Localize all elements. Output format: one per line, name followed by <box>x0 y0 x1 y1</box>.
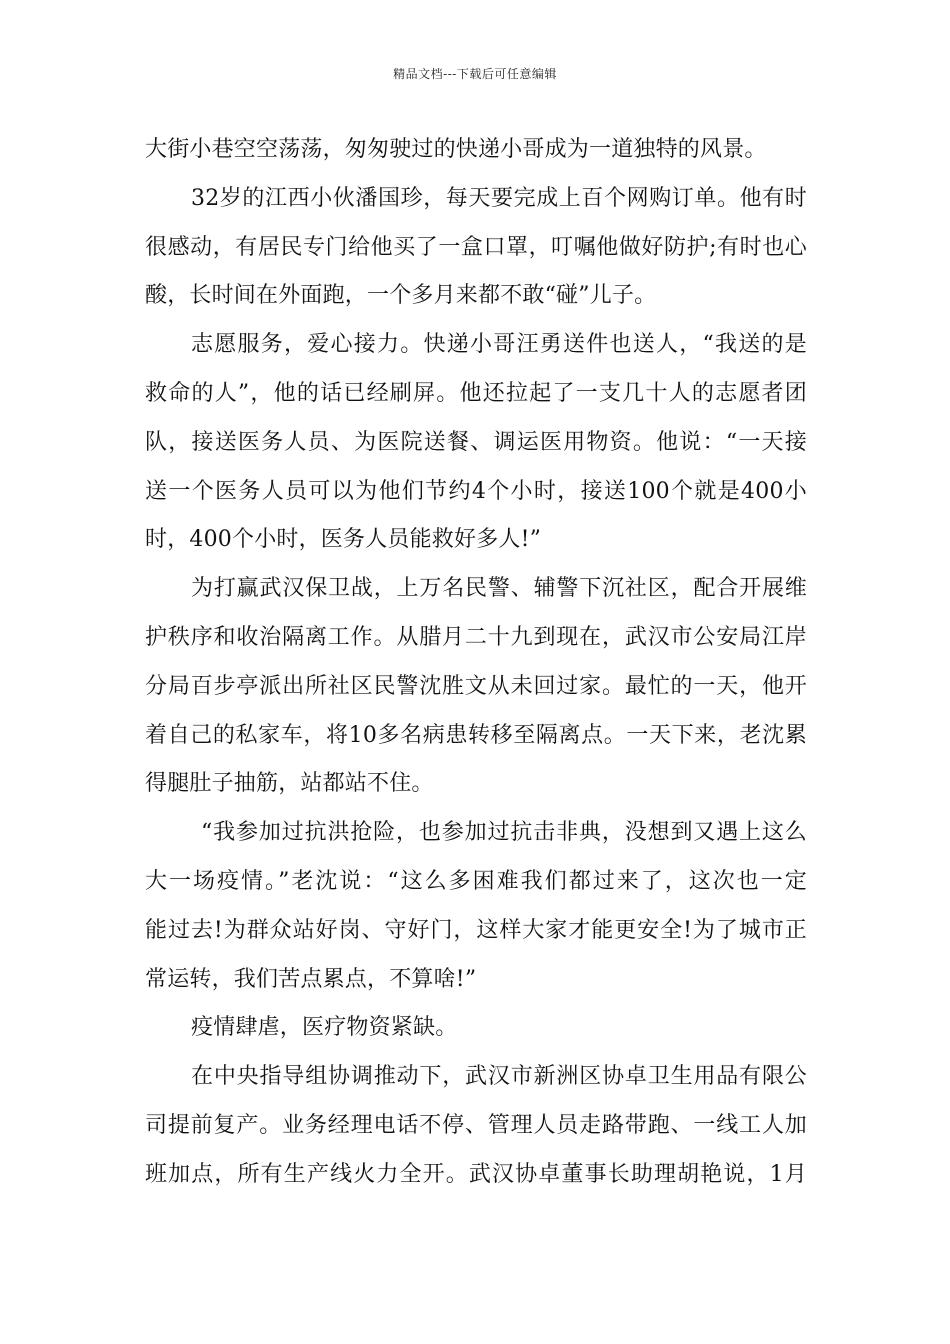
text-line: 在中央指导组协调推动下，武汉市新洲区协卓卫生用品有限公 <box>191 1064 807 1090</box>
text-line: 着自己的私家车，将10多名病患转移至隔离点。一天下来，老沈累 <box>145 722 807 748</box>
text-line: 志愿服务，爱心接力。快递小哥汪勇送件也送人，“我送的是 <box>191 332 807 358</box>
page-header: 精品文档---下载后可任意编辑 <box>393 67 557 81</box>
text-line: 护秩序和收治隔离工作。从腊月二十九到现在，武汉市公安局江岸 <box>145 624 807 650</box>
text-line: 送一个医务人员可以为他们节约4个小时，接送100个就是400小 <box>145 478 807 504</box>
text-line: 疫情肆虐，医疗物资紧缺。 <box>191 1015 458 1041</box>
text-line: 班加点，所有生产线火力全开。武汉协卓董事长助理胡艳说，1月 <box>145 1161 807 1187</box>
text-line: 救命的人”，他的话已经刷屏。他还拉起了一支几十人的志愿者团 <box>145 380 807 406</box>
text-line: “我参加过抗洪抢险，也参加过抗击非典，没想到又遇上这么 <box>201 820 807 846</box>
text-line: 能过去!为群众站好岗、守好门，这样大家才能更安全!为了城市正 <box>145 917 807 943</box>
text-line: 很感动，有居民专门给他买了一盒口罩，叮嘱他做好防护;有时也心 <box>145 234 807 260</box>
text-line: 大街小巷空空荡荡，匆匆驶过的快递小哥成为一道独特的风景。 <box>145 137 767 162</box>
text-line: 常运转，我们苦点累点，不算啥!” <box>145 966 477 992</box>
text-line: 时，400个小时，医务人员能救好多人!” <box>145 527 542 553</box>
text-line: 酸，长时间在外面跑，一个多月来都不敢“碰”儿子。 <box>145 283 657 309</box>
text-line: 队，接送医务人员、为医院送餐、调运医用物资。他说：“一天接 <box>145 429 807 455</box>
document-body <box>145 126 807 1200</box>
text-line: 分局百步亭派出所社区民警沈胜文从未回过家。最忙的一天，他开 <box>145 673 807 699</box>
text-line: 大一场疫情。”老沈说：“这么多困难我们都过来了，这次也一定 <box>145 868 807 894</box>
text-line: 司提前复产。业务经理电话不停、管理人员走路带跑、一线工人加 <box>145 1112 807 1138</box>
text-line: 为打赢武汉保卫战，上万名民警、辅警下沉社区，配合开展维 <box>191 576 807 602</box>
text-line: 得腿肚子抽筋，站都站不住。 <box>145 771 434 797</box>
text-line: 32岁的江西小伙潘国珍，每天要完成上百个网购订单。他有时 <box>191 185 807 211</box>
